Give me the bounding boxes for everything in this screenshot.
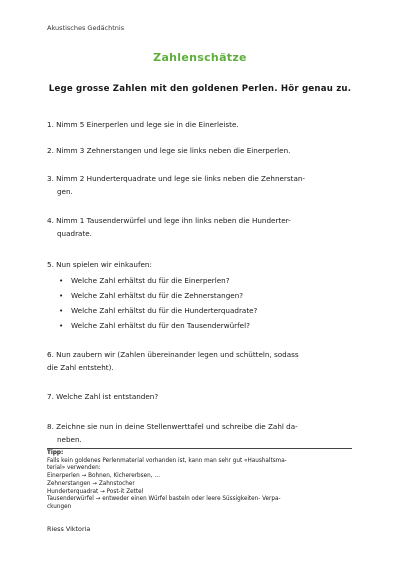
step-text: 4. Nimm 1 Tausenderwürfel und lege ihn links neben die Hunderter- — [47, 216, 291, 225]
question-text: Welche Zahl erhältst du für die Hunderterquadrate? — [71, 306, 258, 315]
step-8 — [47, 420, 355, 446]
question-text: Welche Zahl erhältst du für die Zehnerstangen? — [71, 291, 244, 300]
bullet-icon: • — [59, 306, 64, 315]
step-text-continued: die Zahl entsteht). — [47, 363, 114, 372]
step-text-continued: quadrate. — [57, 229, 92, 238]
tip-box — [47, 450, 357, 512]
step-2 — [47, 144, 355, 157]
step-text-continued: gen. — [57, 187, 73, 196]
tip-line: terial» verwenden: — [47, 465, 101, 472]
step-text: 5. Nun spielen wir einkaufen: — [47, 260, 152, 269]
tip-line: Tausenderwürfel → entweder einen Würfel basteln oder leere Süssigkeiten- Verpa- — [47, 496, 281, 503]
worksheet-title: Zahlenschätze — [153, 51, 247, 64]
step-text: 2. Nimm 3 Zehnerstangen und lege sie links neben die Einerperlen. — [47, 146, 291, 155]
question-4 — [59, 319, 250, 332]
step-1 — [47, 118, 355, 131]
tip-line: Zehnerstangen → Zahnstocher — [47, 480, 135, 487]
question-3 — [59, 304, 257, 317]
step-3 — [47, 172, 355, 198]
step-text: 1. Nimm 5 Einerperlen und lege sie in die Einerleiste. — [47, 120, 239, 129]
step-6 — [47, 348, 355, 374]
step-5 — [47, 258, 355, 271]
step-text: 6. Nun zaubern wir (Zahlen übereinander legen und schütteln, sodass — [47, 350, 299, 359]
worksheet-intro: Lege grosse Zahlen mit den goldenen Perlen. Hör genau zu. — [48, 84, 352, 94]
question-2 — [59, 289, 243, 302]
step-7 — [47, 390, 355, 403]
step-text-continued: neben. — [57, 435, 82, 444]
bullet-icon: • — [59, 321, 64, 330]
header-subject: Akustisches Gedächtnis — [47, 24, 125, 32]
step-text: 7. Welche Zahl ist entstanden? — [47, 392, 159, 401]
tip-divider — [47, 448, 352, 449]
step-text: 3. Nimm 2 Hunderterquadrate und lege sie links neben die Zehnerstan- — [47, 174, 306, 183]
author-name: Riess Viktoria — [47, 525, 91, 533]
bullet-icon: • — [59, 276, 64, 285]
bullet-icon: • — [59, 291, 64, 300]
tip-line: Hunderterquadrat → Post-it Zettel — [47, 488, 144, 495]
question-text: Welche Zahl erhältst du für den Tausenderwürfel? — [71, 321, 250, 330]
tip-line: Falls kein goldenes Perlenmaterial vorhanden ist, kann man sehr gut «Haushaltsma- — [47, 457, 287, 464]
question-1 — [59, 274, 230, 287]
tip-line: ckungen — [47, 503, 72, 510]
question-text: Welche Zahl erhältst du für die Einerperlen? — [71, 276, 230, 285]
tip-line: Einerperlen → Bohnen, Kichererbsen, … — [47, 473, 161, 480]
step-text: 8. Zeichne sie nun in deine Stellenwerttafel und schreibe die Zahl da- — [47, 422, 298, 431]
tip-title: Tipp: — [47, 450, 64, 456]
step-4 — [47, 214, 355, 240]
